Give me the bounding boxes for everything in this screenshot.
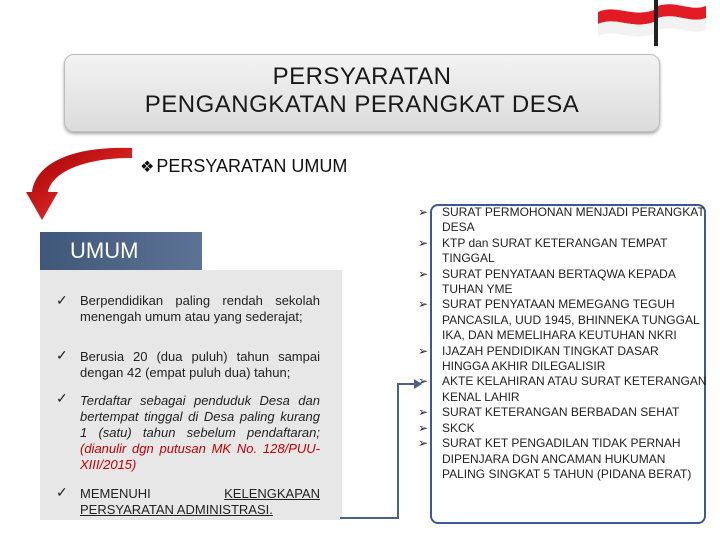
subheading-text: PERSYARATAN UMUM — [156, 156, 348, 176]
list-item-text: Terdaftar sebagai penduduk Desa dan bertempat tinggal di Desa paling kurang 1 (satu) tahun sebelum pendaftaran; — [80, 393, 320, 440]
requirements-list — [418, 205, 708, 482]
umum-tab: UMUM — [40, 232, 202, 270]
requirement-item: ➢ SURAT KET PENGADILAN TIDAK PERNAH DIPENJARA DGN ANCAMAN HUKUMAN PALING SINGKAT 5 TAHUN (PIDANA BERAT) — [418, 436, 692, 481]
arrow-bullet-icon: ➢ — [418, 436, 429, 451]
connector-arrow-icon — [340, 378, 422, 528]
list-item — [80, 486, 320, 518]
list-item — [80, 393, 320, 473]
requirement-item: ➢ SURAT PENYATAAN MEMEGANG TEGUH PANCASILA, UUD 1945, BHINNEKA TUNGGAL IKA, DAN MEMELIHARA KEUTUHAN NKRI — [418, 297, 700, 343]
requirement-item: ➢ SKCK — [418, 420, 475, 435]
annulment-note: (dianulir dgn putusan MK No. 128/PUU-XIII/2015) — [80, 441, 320, 472]
page-title-line2: PENGANGKATAN PERANGKAT DESA — [144, 91, 580, 118]
subheading — [140, 156, 347, 177]
list-item-emphasis: KELENGKAPAN PERSYARATAN ADMINISTRASI. — [80, 486, 320, 517]
requirement-item: ➢ SURAT PENYATAAN BERTAQWA KEPADA TUHAN YME — [418, 266, 676, 297]
requirement-item: ➢ SURAT KETERANGAN BERBADAN SEHAT — [418, 405, 680, 420]
list-item: Berusia 20 (dua puluh) tahun sampai dengan 42 (empat puluh dua) tahun; — [80, 349, 320, 380]
diamond-bullet-icon: ❖ — [140, 159, 155, 176]
arrow-bullet-icon: ➢ — [418, 266, 429, 281]
arrow-bullet-icon: ➢ — [418, 205, 429, 219]
requirement-item: ➢ KTP dan SURAT KETERANGAN TEMPAT TINGGAL — [418, 235, 668, 266]
curved-arrow-icon — [24, 142, 136, 222]
arrow-bullet-icon: ➢ — [418, 374, 429, 389]
arrow-bullet-icon: ➢ — [418, 343, 429, 358]
list-item-text: MEMENUHI — [80, 486, 151, 501]
indonesia-flag-icon — [596, 0, 708, 48]
check-icon: ✓ — [56, 292, 68, 308]
page-title-line1: PERSYARATAN — [272, 63, 452, 90]
arrow-bullet-icon: ➢ — [418, 405, 429, 420]
check-icon: ✓ — [56, 390, 68, 406]
requirement-item: ➢ SURAT PERMOHONAN MENJADI PERANGKAT DESA — [418, 205, 705, 235]
requirement-item: ➢ IJAZAH PENDIDIKAN TINGKAT DASAR HINGGA AKHIR DILEGALISIR — [418, 343, 659, 374]
check-icon: ✓ — [56, 347, 68, 363]
title-box — [64, 54, 660, 132]
check-icon: ✓ — [56, 484, 68, 500]
arrow-bullet-icon: ➢ — [418, 420, 429, 435]
requirement-item: ➢ AKTE KELAHIRAN ATAU SURAT KETERANGAN KENAL LAHIR — [418, 374, 707, 404]
arrow-bullet-icon: ➢ — [418, 235, 429, 250]
list-item: Berpendidikan paling rendah sekolah menengah umum atau yang sederajat; — [80, 293, 320, 324]
arrow-bullet-icon: ➢ — [418, 297, 429, 312]
